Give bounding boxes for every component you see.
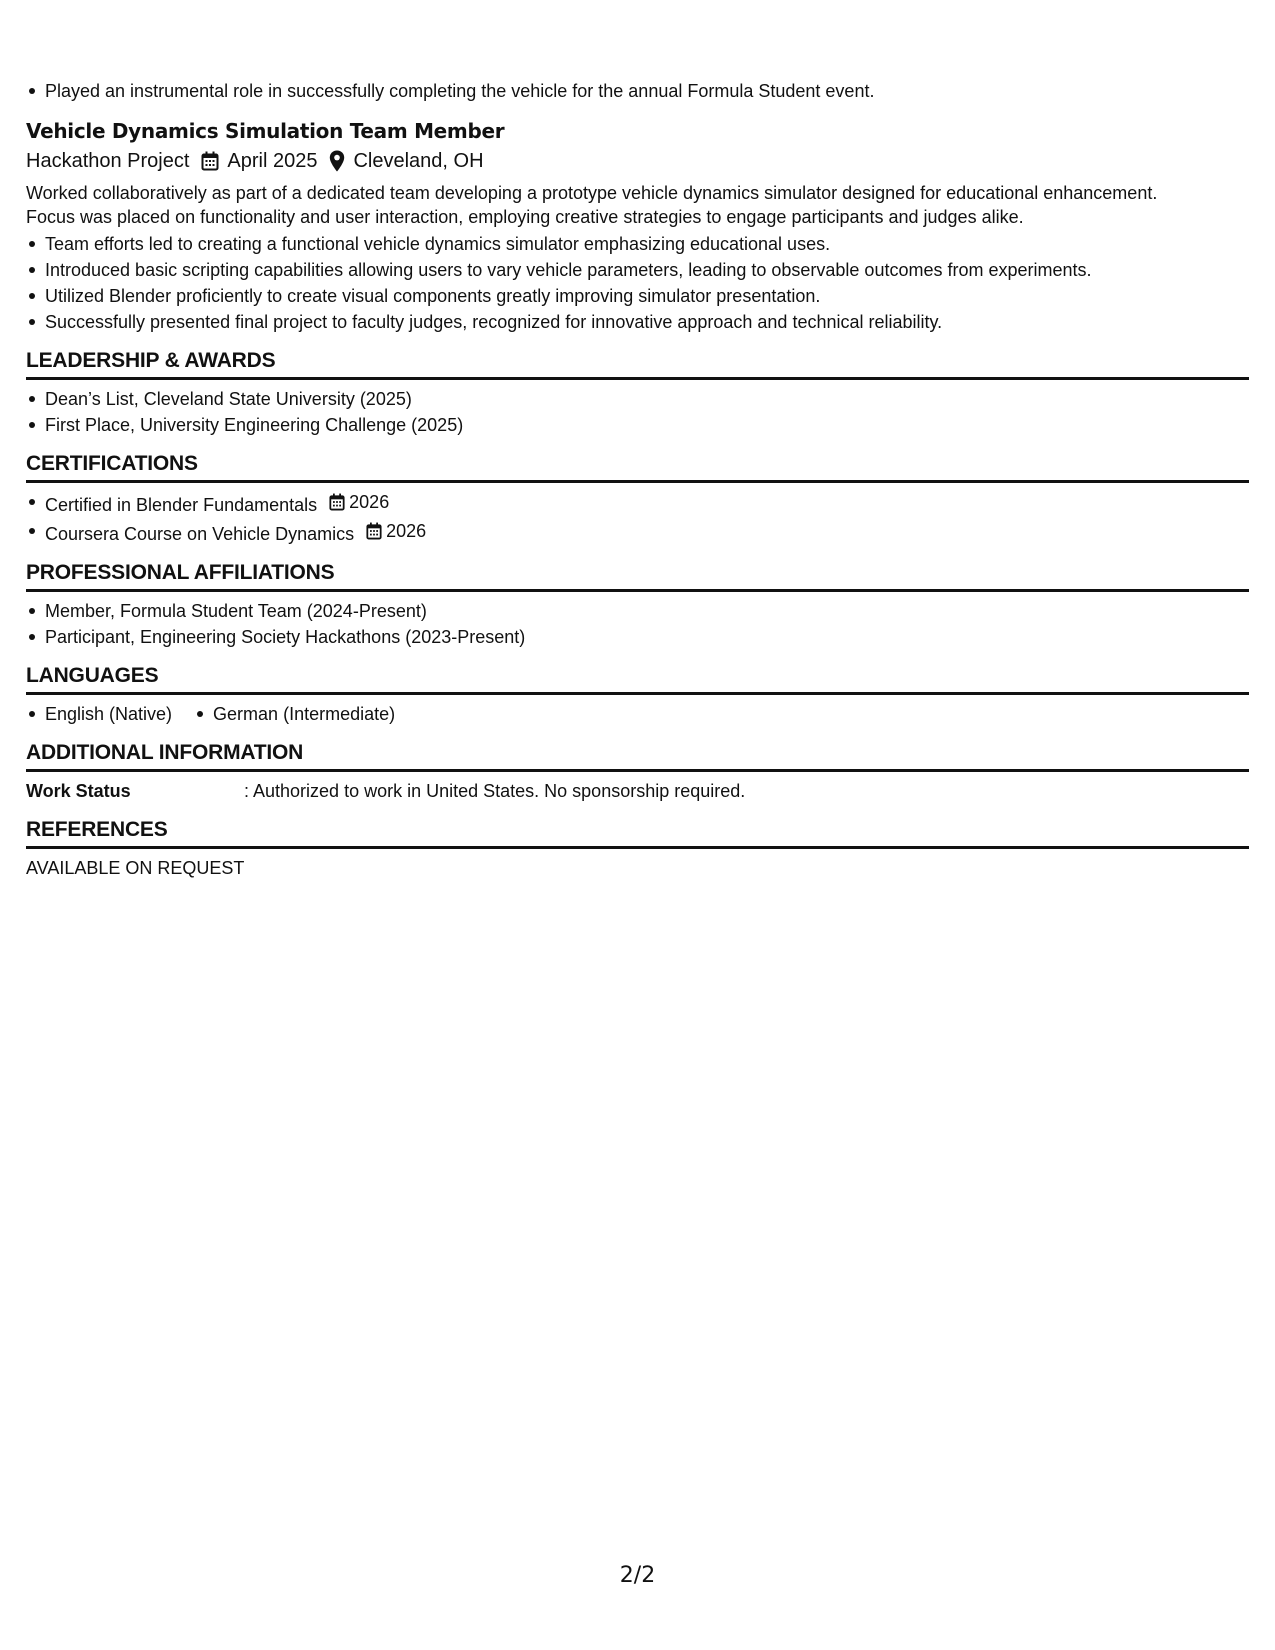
certification-date <box>329 489 389 515</box>
entry-meta <box>26 147 1249 175</box>
section-heading: REFERENCES <box>26 816 1249 849</box>
certification-year: 2026 <box>349 492 390 512</box>
list-item: Utilized Blender proficiently to create visual components greatly improving simulator presentation. <box>44 283 1249 309</box>
section-heading: CERTIFICATIONS <box>26 450 1249 483</box>
certification-name: Coursera Course on Vehicle Dynamics <box>45 524 355 544</box>
leadership-list <box>26 386 1249 438</box>
section-heading: LEADERSHIP & AWARDS <box>26 347 1249 380</box>
section-heading: LANGUAGES <box>26 662 1249 695</box>
page-number: 2/2 <box>619 1563 656 1588</box>
list-item: Played an instrumental role in successfully completing the vehicle for the annual Formula Student event. <box>44 78 1249 104</box>
entry-location: Cleveland, OH <box>353 150 484 172</box>
references-text: AVAILABLE ON REQUEST <box>26 858 245 878</box>
references-section <box>26 816 1249 881</box>
resume-page <box>26 78 1249 881</box>
certification-name: Certified in Blender Fundamentals <box>45 495 318 515</box>
list-item <box>44 518 1249 547</box>
certification-year: 2026 <box>386 521 427 541</box>
description-line: Focus was placed on functionality and user interaction, employing creative strategies to engage participants and judges alike. <box>26 207 1024 227</box>
list-item: German (Intermediate) <box>212 701 395 727</box>
list-item: Introduced basic scripting capabilities allowing users to vary vehicle parameters, leading to observable outcomes from experiments. <box>44 257 1249 283</box>
entry-title: Vehicle Dynamics Simulation Team Member <box>26 119 505 143</box>
languages-list <box>26 701 1249 727</box>
list-item: Participant, Engineering Society Hackathons (2023-Present) <box>44 624 1249 650</box>
affiliations-list <box>26 598 1249 650</box>
entry-description <box>26 181 1249 229</box>
experience-entry <box>26 117 1249 335</box>
info-value: : Authorized to work in United States. No sponsorship required. <box>244 781 746 801</box>
list-item: Team efforts led to creating a functional vehicle dynamics simulator emphasizing educational uses. <box>44 231 1249 257</box>
entry-date: April 2025 <box>227 150 318 172</box>
map-pin-icon <box>329 150 345 172</box>
description-line: Worked collaboratively as part of a dedicated team developing a prototype vehicle dynamics simulator designed for educational enhancement. <box>26 183 1158 203</box>
languages-section <box>26 662 1249 727</box>
entry-organization: Hackathon Project <box>26 150 190 172</box>
leadership-section <box>26 347 1249 438</box>
calendar-icon <box>201 151 219 171</box>
certifications-list <box>26 489 1249 547</box>
affiliations-section <box>26 559 1249 650</box>
top-bullet-list <box>26 78 1249 104</box>
entry-bullet-list <box>26 231 1249 335</box>
list-item: First Place, University Engineering Challenge (2025) <box>44 412 1249 438</box>
calendar-icon <box>366 522 382 540</box>
section-heading: PROFESSIONAL AFFILIATIONS <box>26 559 1249 592</box>
info-row <box>26 778 1249 804</box>
additional-info-section <box>26 739 1249 804</box>
section-heading: ADDITIONAL INFORMATION <box>26 739 1249 772</box>
list-item <box>44 489 1249 518</box>
calendar-icon <box>329 493 345 511</box>
info-label: Work Status <box>26 781 131 801</box>
list-item: English (Native) <box>44 701 172 727</box>
list-item: Successfully presented final project to faculty judges, recognized for innovative approach and technical reliability. <box>44 309 1249 335</box>
list-item: Dean’s List, Cleveland State University (2025) <box>44 386 1249 412</box>
certifications-section <box>26 450 1249 547</box>
certification-date <box>366 518 426 544</box>
list-item: Member, Formula Student Team (2024-Present) <box>44 598 1249 624</box>
